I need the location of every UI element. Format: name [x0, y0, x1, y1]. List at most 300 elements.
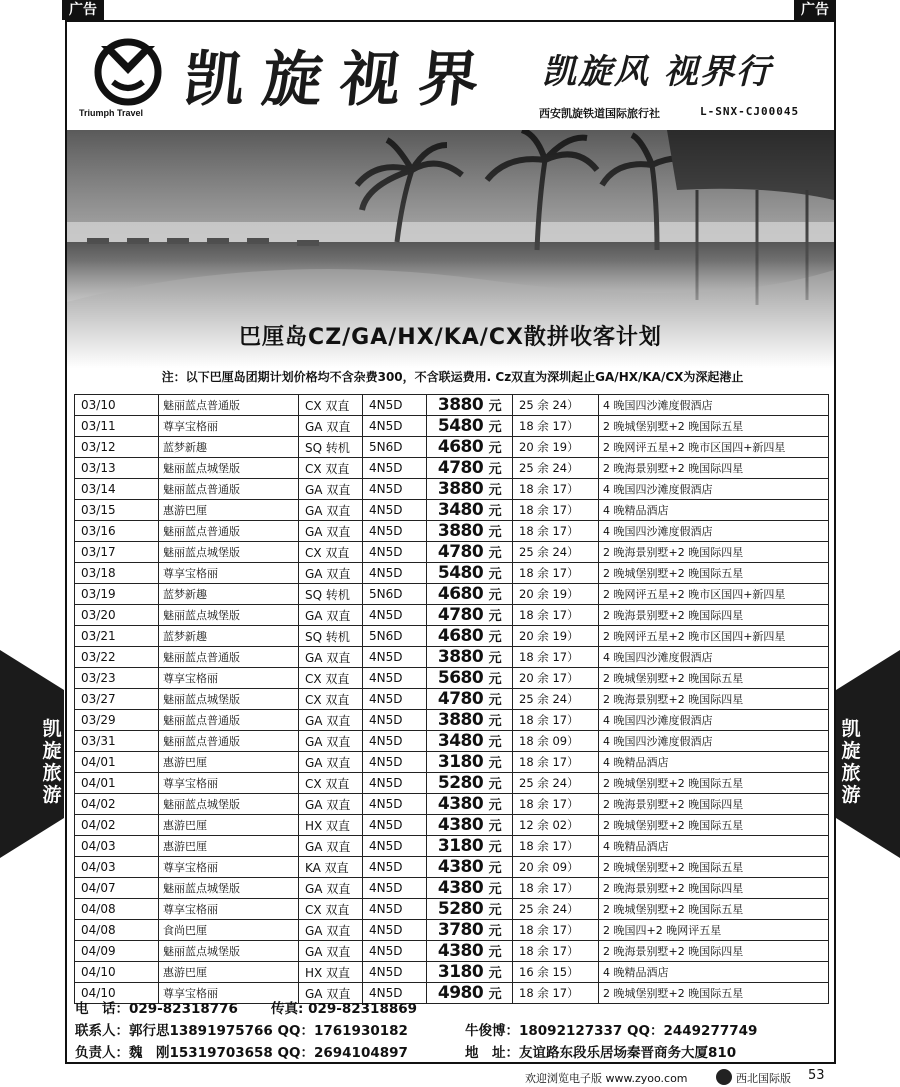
table-row	[75, 731, 829, 752]
row-date: 04/02	[75, 794, 159, 815]
row-price	[427, 878, 513, 899]
row-airline: GA 双直	[299, 983, 363, 1004]
row-airline: GA 双直	[299, 605, 363, 626]
row-tour-name: 魅丽蓝点普通版	[159, 479, 299, 500]
row-seats: 20 余 19）	[513, 626, 599, 647]
row-hotel: 2 晚网评五星+2 晚市区国四+新四星	[599, 437, 829, 458]
row-airline: GA 双直	[299, 941, 363, 962]
row-seats: 18 余 17）	[513, 479, 599, 500]
row-airline: SQ 转机	[299, 626, 363, 647]
row-airline: GA 双直	[299, 731, 363, 752]
row-tour-name: 魅丽蓝点城堡版	[159, 605, 299, 626]
price-value: 3480	[437, 500, 484, 520]
row-hotel: 2 晚海景别墅+2 晚国际四星	[599, 458, 829, 479]
price-value: 5480	[437, 416, 484, 436]
row-airline: GA 双直	[299, 878, 363, 899]
price-value: 3880	[437, 479, 484, 499]
row-seats: 25 余 24）	[513, 899, 599, 920]
row-airline: GA 双直	[299, 416, 363, 437]
ad-label-right: 广告	[794, 0, 836, 20]
row-airline: CX 双直	[299, 773, 363, 794]
footer-browse: 欢迎浏览电子版 www.zyoo.com	[525, 1072, 688, 1085]
row-price	[427, 605, 513, 626]
row-seats: 18 余 09）	[513, 731, 599, 752]
triumph-logo-icon	[93, 36, 163, 106]
row-airline: SQ 转机	[299, 437, 363, 458]
row-seats: 25 余 24）	[513, 542, 599, 563]
row-date: 03/19	[75, 584, 159, 605]
price-value: 3780	[437, 920, 484, 940]
row-price	[427, 521, 513, 542]
price-unit: 元	[488, 609, 502, 624]
row-seats: 18 余 17）	[513, 983, 599, 1004]
row-hotel: 2 晚海景别墅+2 晚国际四星	[599, 605, 829, 626]
row-date: 04/01	[75, 773, 159, 794]
table-row	[75, 752, 829, 773]
price-unit: 元	[488, 735, 502, 750]
price-unit: 元	[488, 903, 502, 918]
price-unit: 元	[488, 945, 502, 960]
price-value: 4380	[437, 941, 484, 961]
brand-title: 凯旋视界	[180, 45, 501, 115]
row-date: 04/03	[75, 836, 159, 857]
row-date: 03/13	[75, 458, 159, 479]
price-value: 4380	[437, 794, 484, 814]
row-hotel: 4 晚精品酒店	[599, 752, 829, 773]
price-unit: 元	[488, 504, 502, 519]
row-hotel: 4 晚精品酒店	[599, 962, 829, 983]
price-value: 4680	[437, 584, 484, 604]
row-seats: 18 余 17）	[513, 647, 599, 668]
row-hotel: 2 晚城堡别墅+2 晚国际五星	[599, 416, 829, 437]
row-seats: 18 余 17）	[513, 605, 599, 626]
row-duration: 4N5D	[363, 710, 427, 731]
row-date: 04/02	[75, 815, 159, 836]
manager: 负责人：魏 刚15319703658 QQ：2694104897	[75, 1045, 408, 1061]
row-airline: CX 双直	[299, 395, 363, 416]
row-tour-name: 魅丽蓝点城堡版	[159, 941, 299, 962]
table-row	[75, 563, 829, 584]
price-value: 4780	[437, 542, 484, 562]
row-price	[427, 668, 513, 689]
row-price	[427, 458, 513, 479]
price-value: 4680	[437, 626, 484, 646]
row-seats: 18 余 17）	[513, 836, 599, 857]
price-unit: 元	[488, 567, 502, 582]
table-row	[75, 668, 829, 689]
row-seats: 18 余 17）	[513, 563, 599, 584]
row-airline: GA 双直	[299, 710, 363, 731]
price-unit: 元	[488, 483, 502, 498]
row-tour-name: 尊享宝格丽	[159, 899, 299, 920]
ad-label-left: 广告	[62, 0, 104, 20]
price-unit: 元	[488, 882, 502, 897]
row-price	[427, 500, 513, 521]
page-number: 53	[808, 1068, 825, 1083]
row-price	[427, 836, 513, 857]
table-row	[75, 437, 829, 458]
row-seats: 20 余 17）	[513, 668, 599, 689]
price-unit: 元	[488, 987, 502, 1002]
row-price	[427, 542, 513, 563]
address: 地 址：友谊路东段乐居场秦晋商务大厦810	[465, 1045, 737, 1061]
row-tour-name: 魅丽蓝点城堡版	[159, 458, 299, 479]
table-row	[75, 920, 829, 941]
row-date: 03/29	[75, 710, 159, 731]
row-date: 03/15	[75, 500, 159, 521]
agency-name: 西安凯旋铁道国际旅行社	[539, 107, 660, 120]
row-seats: 18 余 17）	[513, 521, 599, 542]
row-hotel: 2 晚海景别墅+2 晚国际四星	[599, 794, 829, 815]
row-seats: 18 余 17）	[513, 878, 599, 899]
row-date: 04/08	[75, 899, 159, 920]
contact-info	[75, 998, 835, 1064]
row-price	[427, 731, 513, 752]
price-value: 5480	[437, 563, 484, 583]
row-hotel: 2 晚城堡别墅+2 晚国际五星	[599, 857, 829, 878]
row-duration: 4N5D	[363, 941, 427, 962]
contact-person: 联系人：郭行思13891975766 QQ：1761930182	[75, 1023, 408, 1039]
price-unit: 元	[488, 756, 502, 771]
row-hotel: 2 晚网评五星+2 晚市区国四+新四星	[599, 584, 829, 605]
row-duration: 4N5D	[363, 752, 427, 773]
row-duration: 4N5D	[363, 605, 427, 626]
row-price	[427, 626, 513, 647]
row-tour-name: 惠游巴厘	[159, 962, 299, 983]
price-unit: 元	[488, 966, 502, 981]
row-price	[427, 857, 513, 878]
row-tour-name: 魅丽蓝点普通版	[159, 731, 299, 752]
row-date: 04/10	[75, 983, 159, 1004]
row-duration: 4N5D	[363, 458, 427, 479]
row-seats: 25 余 24）	[513, 458, 599, 479]
row-price	[427, 563, 513, 584]
price-value: 3880	[437, 647, 484, 667]
row-duration: 4N5D	[363, 647, 427, 668]
row-tour-name: 魅丽蓝点普通版	[159, 521, 299, 542]
row-price	[427, 647, 513, 668]
row-hotel: 4 晚精品酒店	[599, 836, 829, 857]
price-unit: 元	[488, 546, 502, 561]
row-price	[427, 710, 513, 731]
row-price	[427, 584, 513, 605]
table-row	[75, 626, 829, 647]
table-row	[75, 962, 829, 983]
row-seats: 18 余 17）	[513, 500, 599, 521]
footer-edition: 西北国际版	[736, 1072, 791, 1085]
row-tour-name: 尊享宝格丽	[159, 857, 299, 878]
price-unit: 元	[488, 819, 502, 834]
side-label-left: 凯旋旅游	[42, 718, 62, 806]
row-tour-name: 惠游巴厘	[159, 836, 299, 857]
logo-text: Triumph Travel	[79, 108, 144, 118]
row-duration: 5N6D	[363, 584, 427, 605]
row-airline: KA 双直	[299, 857, 363, 878]
row-seats: 18 余 17）	[513, 752, 599, 773]
price-value: 4980	[437, 983, 484, 1003]
row-seats: 18 余 17）	[513, 416, 599, 437]
row-tour-name: 尊享宝格丽	[159, 773, 299, 794]
row-price	[427, 794, 513, 815]
ad-frame	[65, 20, 836, 1064]
table-row	[75, 521, 829, 542]
row-seats: 18 余 17）	[513, 941, 599, 962]
price-value: 5280	[437, 773, 484, 793]
row-seats: 16 余 15）	[513, 962, 599, 983]
row-price	[427, 416, 513, 437]
row-tour-name: 惠游巴厘	[159, 815, 299, 836]
row-seats: 18 余 17）	[513, 920, 599, 941]
price-unit: 元	[488, 651, 502, 666]
row-hotel: 2 晚海景别墅+2 晚国际四星	[599, 941, 829, 962]
row-seats: 25 余 24）	[513, 689, 599, 710]
table-row	[75, 689, 829, 710]
row-date: 03/23	[75, 668, 159, 689]
row-duration: 4N5D	[363, 899, 427, 920]
row-duration: 4N5D	[363, 773, 427, 794]
row-hotel: 4 晚国四沙滩度假酒店	[599, 731, 829, 752]
table-row	[75, 857, 829, 878]
row-duration: 4N5D	[363, 500, 427, 521]
price-value: 4780	[437, 458, 484, 478]
row-hotel: 2 晚城堡别墅+2 晚国际五星	[599, 773, 829, 794]
row-airline: GA 双直	[299, 500, 363, 521]
row-tour-name: 魅丽蓝点城堡版	[159, 542, 299, 563]
notice-text: 注：以下巴厘岛团期计划价格均不含杂费300，不含联运费用. Cz双直为深圳起止GA/HX/KA/CX为深起港止	[161, 370, 744, 384]
row-tour-name: 尊享宝格丽	[159, 668, 299, 689]
license-number: L-SNX-CJ00045	[700, 105, 800, 118]
row-tour-name: 惠游巴厘	[159, 500, 299, 521]
row-airline: CX 双直	[299, 899, 363, 920]
price-value: 3480	[437, 731, 484, 751]
row-date: 03/20	[75, 605, 159, 626]
row-price	[427, 941, 513, 962]
row-price	[427, 773, 513, 794]
row-hotel: 2 晚海景别墅+2 晚国际四星	[599, 542, 829, 563]
row-airline: GA 双直	[299, 794, 363, 815]
row-hotel: 2 晚城堡别墅+2 晚国际五星	[599, 983, 829, 1004]
row-hotel: 4 晚国四沙滩度假酒店	[599, 479, 829, 500]
row-hotel: 4 晚精品酒店	[599, 500, 829, 521]
row-hotel: 2 晚网评五星+2 晚市区国四+新四星	[599, 626, 829, 647]
row-duration: 4N5D	[363, 836, 427, 857]
row-price	[427, 479, 513, 500]
contact-person-2: 牛俊博：18092127337 QQ：2449277749	[465, 1023, 758, 1039]
row-date: 03/11	[75, 416, 159, 437]
table-row	[75, 479, 829, 500]
price-value: 3880	[437, 395, 484, 415]
row-tour-name: 魅丽蓝点城堡版	[159, 689, 299, 710]
price-unit: 元	[488, 462, 502, 477]
row-seats: 12 余 02）	[513, 815, 599, 836]
page-footer	[0, 1067, 900, 1087]
row-price	[427, 899, 513, 920]
row-hotel: 4 晚国四沙滩度假酒店	[599, 521, 829, 542]
row-price	[427, 920, 513, 941]
table-row	[75, 878, 829, 899]
table-row	[75, 395, 829, 416]
row-hotel: 2 晚城堡别墅+2 晚国际五星	[599, 563, 829, 584]
row-hotel: 4 晚国四沙滩度假酒店	[599, 710, 829, 731]
table-row	[75, 710, 829, 731]
row-hotel: 4 晚国四沙滩度假酒店	[599, 395, 829, 416]
price-value: 3180	[437, 752, 484, 772]
row-airline: GA 双直	[299, 647, 363, 668]
table-row	[75, 605, 829, 626]
row-price	[427, 689, 513, 710]
table-row	[75, 899, 829, 920]
row-tour-name: 尊享宝格丽	[159, 416, 299, 437]
fax: 传真: 029-82318869	[271, 1001, 418, 1017]
phone: 电 话：029-82318776	[75, 1001, 238, 1017]
price-value: 3180	[437, 836, 484, 856]
row-airline: CX 双直	[299, 668, 363, 689]
row-date: 03/10	[75, 395, 159, 416]
price-unit: 元	[488, 924, 502, 939]
table-row	[75, 836, 829, 857]
table-row	[75, 542, 829, 563]
row-hotel: 2 晚城堡别墅+2 晚国际五星	[599, 815, 829, 836]
header	[67, 22, 834, 130]
price-value: 4380	[437, 878, 484, 898]
row-duration: 5N6D	[363, 626, 427, 647]
row-hotel: 4 晚国四沙滩度假酒店	[599, 647, 829, 668]
row-airline: GA 双直	[299, 920, 363, 941]
price-unit: 元	[488, 399, 502, 414]
table-row	[75, 458, 829, 479]
row-hotel: 2 晚国四+2 晚网评五星	[599, 920, 829, 941]
row-date: 03/14	[75, 479, 159, 500]
row-price	[427, 752, 513, 773]
row-airline: GA 双直	[299, 563, 363, 584]
price-unit: 元	[488, 525, 502, 540]
price-value: 3880	[437, 521, 484, 541]
row-duration: 5N6D	[363, 437, 427, 458]
row-duration: 4N5D	[363, 857, 427, 878]
row-duration: 4N5D	[363, 416, 427, 437]
price-unit: 元	[488, 777, 502, 792]
row-seats: 20 余 09）	[513, 857, 599, 878]
table-row	[75, 584, 829, 605]
price-unit: 元	[488, 693, 502, 708]
row-tour-name: 魅丽蓝点城堡版	[159, 878, 299, 899]
price-unit: 元	[488, 420, 502, 435]
row-date: 03/22	[75, 647, 159, 668]
row-hotel: 2 晚海景别墅+2 晚国际四星	[599, 878, 829, 899]
row-date: 04/07	[75, 878, 159, 899]
price-value: 3880	[437, 710, 484, 730]
row-price	[427, 962, 513, 983]
row-date: 03/18	[75, 563, 159, 584]
row-date: 03/31	[75, 731, 159, 752]
row-date: 03/21	[75, 626, 159, 647]
price-value: 3180	[437, 962, 484, 982]
row-duration: 4N5D	[363, 479, 427, 500]
row-airline: GA 双直	[299, 836, 363, 857]
row-seats: 18 余 17）	[513, 794, 599, 815]
row-price	[427, 395, 513, 416]
price-unit: 元	[488, 441, 502, 456]
row-duration: 4N5D	[363, 521, 427, 542]
price-unit: 元	[488, 588, 502, 603]
price-value: 4380	[437, 857, 484, 877]
row-airline: HX 双直	[299, 962, 363, 983]
schedule-table	[74, 394, 829, 1004]
price-unit: 元	[488, 798, 502, 813]
row-hotel: 2 晚海景别墅+2 晚国际四星	[599, 689, 829, 710]
row-duration: 4N5D	[363, 878, 427, 899]
row-duration: 4N5D	[363, 395, 427, 416]
row-tour-name: 蓝梦新趣	[159, 437, 299, 458]
row-duration: 4N5D	[363, 668, 427, 689]
row-duration: 4N5D	[363, 962, 427, 983]
table-row	[75, 773, 829, 794]
price-unit: 元	[488, 630, 502, 645]
price-value: 5680	[437, 668, 484, 688]
price-unit: 元	[488, 672, 502, 687]
row-date: 04/01	[75, 752, 159, 773]
row-airline: CX 双直	[299, 542, 363, 563]
row-airline: GA 双直	[299, 479, 363, 500]
row-airline: CX 双直	[299, 689, 363, 710]
row-seats: 18 余 17）	[513, 710, 599, 731]
row-airline: HX 双直	[299, 815, 363, 836]
row-seats: 20 余 19）	[513, 584, 599, 605]
row-duration: 4N5D	[363, 983, 427, 1004]
row-date: 04/09	[75, 941, 159, 962]
row-tour-name: 蓝梦新趣	[159, 584, 299, 605]
table-row	[75, 794, 829, 815]
row-tour-name: 惠游巴厘	[159, 752, 299, 773]
price-value: 5280	[437, 899, 484, 919]
row-airline: GA 双直	[299, 521, 363, 542]
table-row	[75, 815, 829, 836]
row-date: 04/03	[75, 857, 159, 878]
table-row	[75, 416, 829, 437]
price-unit: 元	[488, 714, 502, 729]
row-tour-name: 食尚巴厘	[159, 920, 299, 941]
row-airline: GA 双直	[299, 752, 363, 773]
row-duration: 4N5D	[363, 920, 427, 941]
row-tour-name: 魅丽蓝点城堡版	[159, 794, 299, 815]
row-date: 04/10	[75, 962, 159, 983]
table-row	[75, 500, 829, 521]
row-tour-name: 魅丽蓝点普通版	[159, 710, 299, 731]
row-price	[427, 437, 513, 458]
zyoo-logo-icon	[716, 1069, 732, 1085]
table-row	[75, 647, 829, 668]
price-value: 4680	[437, 437, 484, 457]
row-duration: 4N5D	[363, 731, 427, 752]
row-seats: 20 余 19）	[513, 437, 599, 458]
side-label-right: 凯旋旅游	[841, 718, 861, 806]
row-tour-name: 魅丽蓝点普通版	[159, 647, 299, 668]
price-unit: 元	[488, 861, 502, 876]
row-date: 04/08	[75, 920, 159, 941]
price-value: 4380	[437, 815, 484, 835]
row-duration: 4N5D	[363, 794, 427, 815]
row-seats: 25 余 24）	[513, 395, 599, 416]
row-tour-name: 尊享宝格丽	[159, 983, 299, 1004]
row-airline: SQ 转机	[299, 584, 363, 605]
row-duration: 4N5D	[363, 815, 427, 836]
row-tour-name: 蓝梦新趣	[159, 626, 299, 647]
row-seats: 25 余 24）	[513, 773, 599, 794]
table-row	[75, 941, 829, 962]
price-unit: 元	[488, 840, 502, 855]
row-date: 03/17	[75, 542, 159, 563]
row-hotel: 2 晚城堡别墅+2 晚国际五星	[599, 668, 829, 689]
